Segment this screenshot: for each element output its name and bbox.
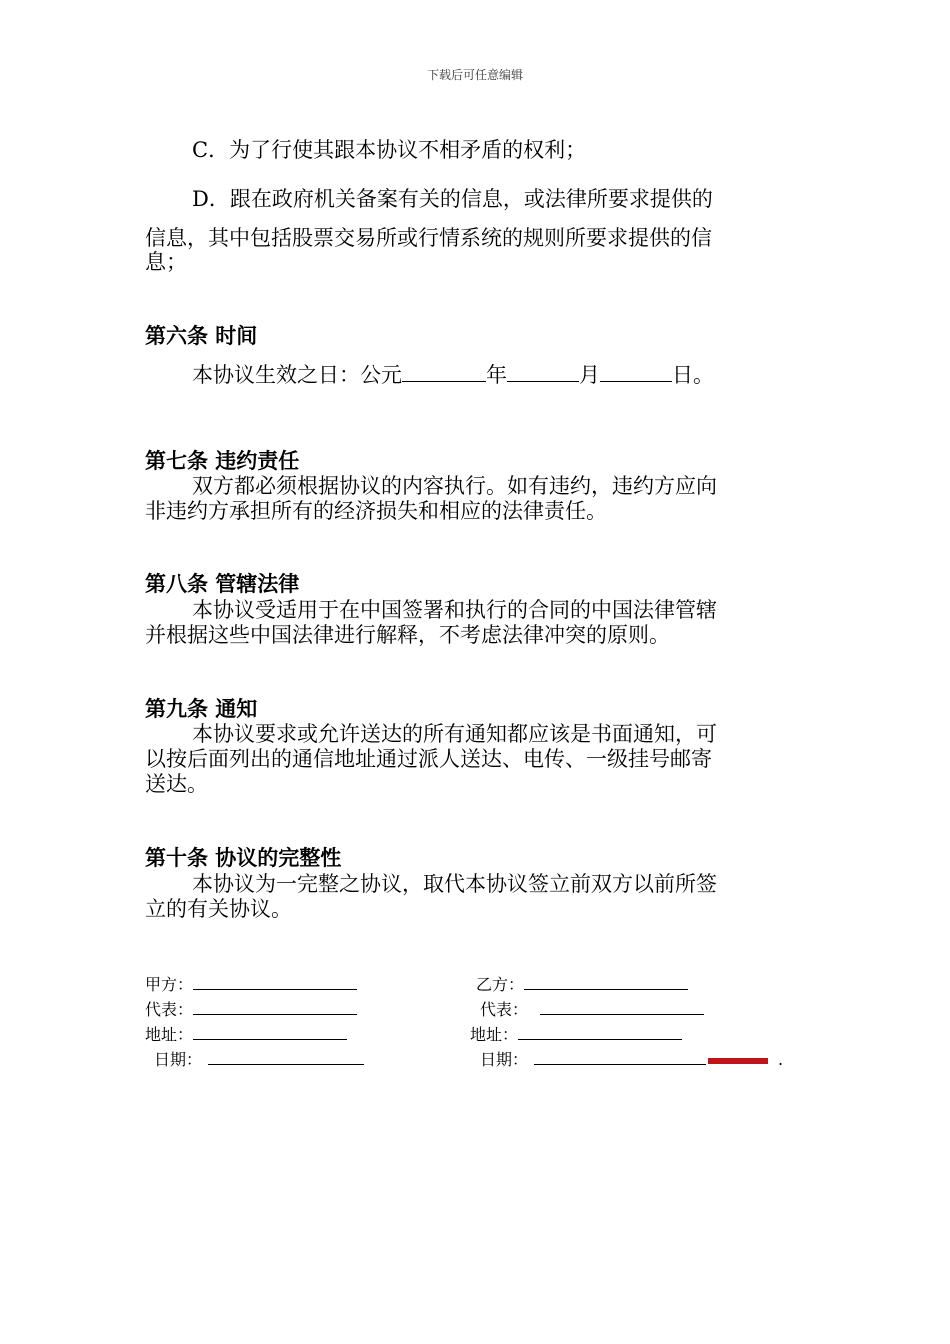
addr-a-line[interactable] <box>193 1023 347 1040</box>
date-b-line[interactable] <box>534 1048 706 1065</box>
article6-body <box>192 361 714 388</box>
addr-b-row <box>470 1023 682 1045</box>
date-a-row <box>154 1048 364 1070</box>
article7-title: 第七条 违约责任 <box>145 448 300 473</box>
article10-line2: 立的有关协议。 <box>145 897 292 921</box>
date-b-row <box>480 1048 706 1070</box>
clause-d-line3: 息； <box>145 250 187 274</box>
addr-b-label: 地址： <box>470 1025 519 1044</box>
date-a-line[interactable] <box>208 1048 364 1065</box>
article8-title: 第八条 管辖法律 <box>145 571 300 596</box>
article6-title: 第六条 时间 <box>145 323 258 348</box>
article7-line2: 非违约方承担所有的经济损失和相应的法律责任。 <box>145 499 607 523</box>
year-blank[interactable] <box>402 361 486 382</box>
article9-line3: 送达。 <box>145 772 208 796</box>
article9-title: 第九条 通知 <box>145 696 258 721</box>
addr-a-row <box>145 1023 347 1045</box>
clause-d-line2: 信息，其中包括股票交易所或行情系统的规则所要求提供的信 <box>145 226 712 250</box>
party-a-label: 甲方： <box>145 975 194 994</box>
article9-line1: 本协议要求或允许送达的所有通知都应该是书面通知，可 <box>192 722 717 746</box>
party-a-line[interactable] <box>193 973 357 990</box>
day-label: 日。 <box>672 363 714 387</box>
article7-line1: 双方都必须根据协议的内容执行。如有违约，违约方应向 <box>192 474 717 498</box>
party-b-label: 乙方： <box>476 975 525 994</box>
addr-a-label: 地址： <box>145 1025 194 1044</box>
party-a-row <box>145 973 357 995</box>
party-b-line[interactable] <box>524 973 688 990</box>
red-seal-mark <box>708 1058 768 1064</box>
date-b-label: 日期： <box>480 1050 529 1069</box>
party-b-row <box>476 973 688 995</box>
year-label: 年 <box>486 363 507 387</box>
date-a-label: 日期： <box>154 1050 203 1069</box>
clause-c: C．为了行使其跟本协议不相矛盾的权利； <box>192 138 587 162</box>
rep-b-line[interactable] <box>540 998 704 1015</box>
month-label: 月 <box>579 363 600 387</box>
page-header: 下载后可任意编辑 <box>426 68 523 82</box>
article9-line2: 以按后面列出的通信地址通过派人送达、电传、一级挂号邮寄 <box>145 747 712 771</box>
month-blank[interactable] <box>507 361 579 382</box>
article8-line1: 本协议受适用于在中国签署和执行的合同的中国法律管辖 <box>192 598 717 622</box>
day-blank[interactable] <box>600 361 672 382</box>
clause-d-line1: D．跟在政府机关备案有关的信息，或法律所要求提供的 <box>192 187 713 211</box>
rep-b-row <box>480 998 704 1020</box>
rep-a-label: 代表： <box>145 1000 194 1019</box>
article10-line1: 本协议为一完整之协议，取代本协议签立前双方以前所签 <box>192 872 717 896</box>
effective-date-prefix: 本协议生效之日：公元 <box>192 363 402 387</box>
article10-title: 第十条 协议的完整性 <box>145 845 342 870</box>
trailing-dot: . <box>778 1050 784 1069</box>
addr-b-line[interactable] <box>518 1023 682 1040</box>
rep-a-line[interactable] <box>193 998 357 1015</box>
article8-line2: 并根据这些中国法律进行解释，不考虑法律冲突的原则。 <box>145 623 670 647</box>
rep-a-row <box>145 998 357 1020</box>
rep-b-label: 代表： <box>480 1000 529 1019</box>
